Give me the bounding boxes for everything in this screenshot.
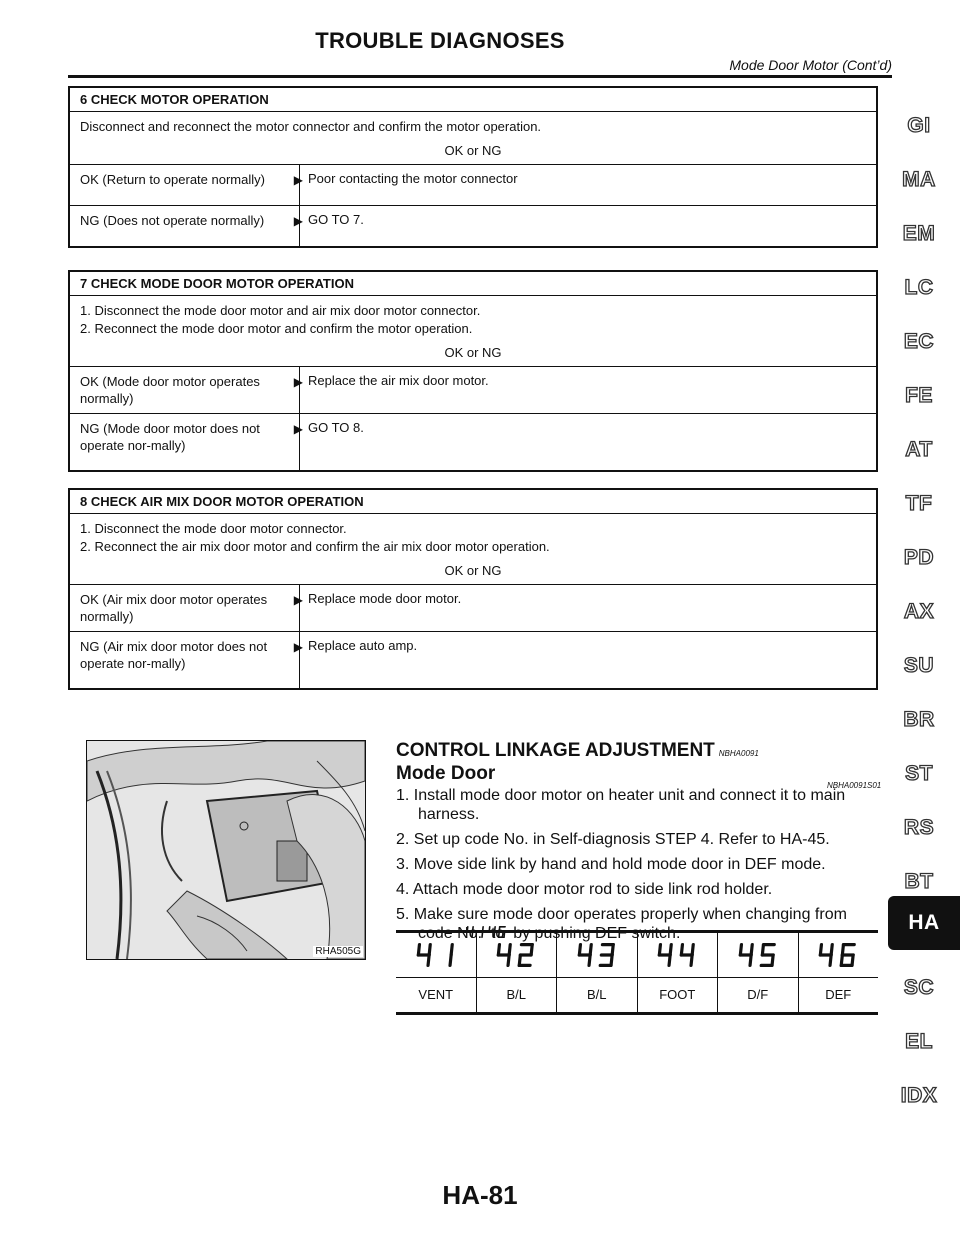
page-title: TROUBLE DIAGNOSES — [315, 28, 565, 53]
ok-or-ng-label: OK or NG — [444, 143, 502, 158]
step5-text-c: by pushing DEF switch. — [513, 925, 681, 942]
section-tab[interactable]: IDX — [900, 1084, 938, 1107]
condition-text: NG (Mode door motor does not operate nor-mally) — [80, 421, 260, 453]
result-row — [70, 205, 876, 246]
adjustment-step: 2. Set up code No. in Self-diagnosis STEP 4. Refer to HA-45. — [396, 831, 830, 848]
step-heading: 6 CHECK MOTOR OPERATION — [70, 88, 876, 112]
ok-or-ng-label: OK or NG — [444, 345, 502, 360]
ok-or-ng-label: OK or NG — [444, 563, 502, 578]
result-row — [70, 584, 876, 631]
step-instruction: 2. Reconnect the mode door motor and confirm the motor operation. — [80, 321, 473, 336]
mode-label: B/L — [506, 987, 526, 1002]
condition-text: OK (Mode door motor operates normally) — [80, 374, 260, 406]
adjustment-steps — [396, 786, 878, 949]
page-subtitle: Mode Door Motor (Cont’d) — [729, 57, 892, 73]
result-row — [70, 164, 876, 205]
code-column — [396, 933, 477, 1012]
section-tab[interactable]: BT — [904, 870, 934, 893]
result-text: GO TO 8. — [308, 420, 364, 435]
section-tab[interactable]: MA — [902, 168, 936, 191]
adjustment-step: 1. Install mode door motor on heater unit and connect it to main harness. — [396, 787, 846, 823]
code-column — [557, 933, 638, 1012]
arrow-right-icon: ▶ — [293, 214, 303, 228]
code-column — [638, 933, 719, 1012]
arrow-right-icon: ▶ — [293, 593, 303, 607]
lcd-code — [557, 933, 637, 978]
diagnosis-step-6 — [68, 86, 878, 248]
section-tab[interactable]: FE — [905, 384, 933, 407]
arrow-right-icon: ▶ — [293, 173, 303, 187]
adjustment-step: 4. Attach mode door motor rod to side link rod holder. — [396, 881, 773, 898]
section-tab-active[interactable]: HA — [888, 896, 960, 950]
page-number: HA-81 — [442, 1180, 518, 1210]
section-tab[interactable]: EL — [905, 1030, 933, 1053]
subsection-title: Mode Door — [396, 763, 496, 784]
arrow-right-icon: ▶ — [293, 640, 303, 654]
section-tab[interactable]: GI — [907, 114, 931, 137]
section-tab[interactable]: TF — [905, 492, 933, 515]
arrow-right-icon: ▶ — [293, 375, 303, 389]
step-instruction: Disconnect and reconnect the motor connector and confirm the motor operation. — [80, 119, 542, 134]
result-row — [70, 366, 876, 413]
result-text: GO TO 7. — [308, 212, 364, 227]
step-instruction: 1. Disconnect the mode door motor connector. — [80, 521, 347, 536]
section-tab[interactable]: LC — [904, 276, 934, 299]
section-title-text: CONTROL LINKAGE ADJUSTMENT — [396, 740, 715, 761]
section-tab[interactable]: SU — [903, 654, 935, 677]
lcd-code — [477, 933, 557, 978]
mode-label: D/F — [747, 987, 769, 1002]
section-tab[interactable]: EM — [902, 222, 936, 245]
header-rule — [68, 75, 892, 78]
condition-text: OK (Air mix door motor operates normally) — [80, 592, 268, 624]
adjustment-step: 3. Move side link by hand and hold mode door in DEF mode. — [396, 856, 826, 873]
section-tab[interactable]: ST — [905, 762, 933, 785]
step5-text-b: to — [490, 925, 505, 942]
step-heading: 7 CHECK MODE DOOR MOTOR OPERATION — [70, 272, 876, 296]
step-instruction: 1. Disconnect the mode door motor and air mix door motor connector. — [80, 303, 481, 318]
section-title — [396, 740, 759, 762]
mode-label: VENT — [418, 987, 454, 1002]
mode-code-table — [396, 930, 878, 1015]
section-tab[interactable]: SC — [903, 976, 935, 999]
mode-label: DEF — [825, 987, 852, 1002]
result-text: Poor contacting the motor connector — [308, 171, 518, 186]
result-text: Replace auto amp. — [308, 638, 418, 653]
condition-text: NG (Air mix door motor does not operate nor-mally) — [80, 639, 268, 671]
figure-caption: RHA505G — [315, 946, 361, 957]
diagnosis-step-7 — [68, 270, 878, 472]
step-instruction: 2. Reconnect the air mix door motor and confirm the air mix door motor operation. — [80, 539, 550, 554]
code-column — [718, 933, 799, 1012]
code-column — [799, 933, 879, 1012]
condition-text: OK (Return to operate normally) — [80, 172, 265, 187]
section-tab[interactable]: AX — [903, 600, 935, 623]
subsection-code: NBHA0091S01 — [827, 781, 882, 790]
section-tab[interactable]: EC — [903, 330, 935, 353]
code-column — [477, 933, 558, 1012]
section-tab[interactable]: BR — [903, 708, 935, 731]
result-row — [70, 631, 876, 688]
mode-door-motor-photo — [86, 740, 366, 960]
section-tab[interactable]: PD — [903, 546, 935, 569]
section-tab[interactable]: AT — [905, 438, 933, 461]
mode-label: FOOT — [659, 987, 696, 1002]
lcd-code — [638, 933, 718, 978]
lcd-code — [718, 933, 798, 978]
step5-text-a: 5. Make sure mode door operates properly when changing from code No. — [396, 906, 847, 942]
section-code: NBHA0091 — [718, 749, 759, 758]
lcd-code — [799, 933, 879, 978]
photo-illustration — [87, 741, 365, 959]
section-tab[interactable]: RS — [903, 816, 935, 839]
arrow-right-icon: ▶ — [293, 422, 303, 436]
mode-label: B/L — [586, 987, 607, 1002]
result-text: Replace mode door motor. — [308, 591, 462, 606]
result-text: Replace the air mix door motor. — [308, 373, 489, 388]
diagnosis-step-8 — [68, 488, 878, 690]
step-heading: 8 CHECK AIR MIX DOOR MOTOR OPERATION — [70, 490, 876, 514]
condition-text: NG (Does not operate normally) — [80, 213, 265, 228]
result-row — [70, 413, 876, 470]
lcd-code — [396, 933, 476, 978]
